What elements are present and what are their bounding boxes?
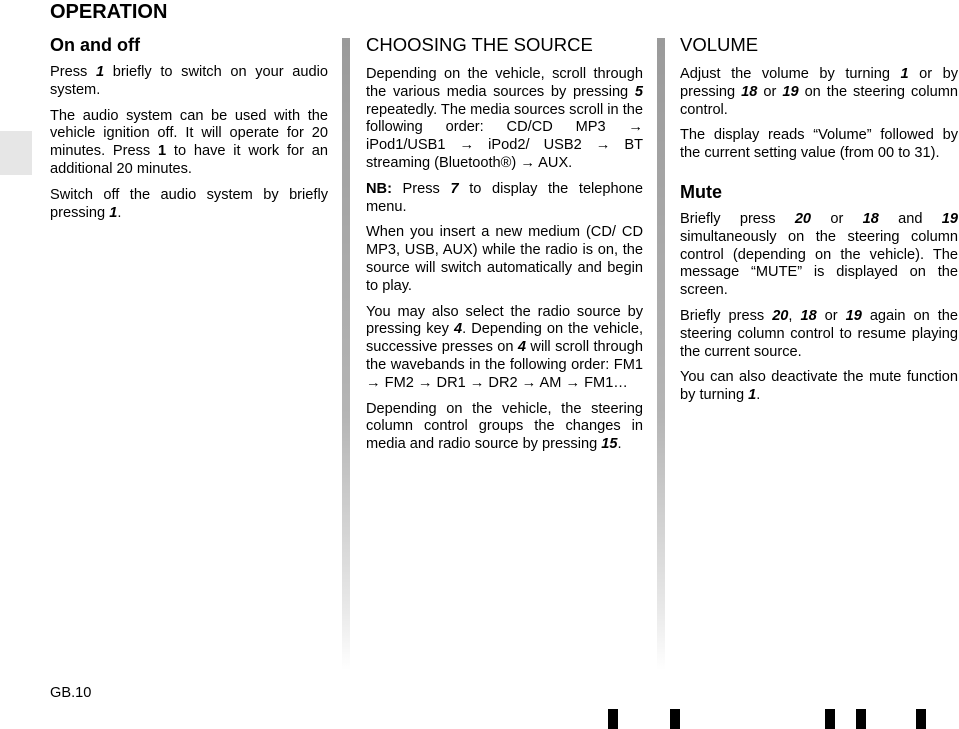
para-resume: Briefly press 20, 18 or 19 again on the steering column control to resume playing the current source. xyxy=(680,307,958,360)
para-deactivate-mute: You can also deactivate the mute function by turning 1. xyxy=(680,369,958,404)
para-insert-medium: When you insert a new medium (CD/ CD MP3, USB, AUX) while the radio is on, the source will switch automatically and begin to play. xyxy=(366,224,643,294)
column-divider xyxy=(342,38,350,670)
para-scroll-sources: Depending on the vehicle, scroll through the various media sources by pressing 5 repeatedly. The media sources scroll in the following order: CD/CD MP3 → iPod1/USB1 → iPod2/ USB2 → BT streaming (Bluetooth®) → AUX. xyxy=(366,66,643,171)
print-mark xyxy=(608,709,618,729)
side-tab-marker xyxy=(0,131,32,175)
page-number: GB.10 xyxy=(50,685,92,701)
para-switch-on: Press 1 briefly to switch on your audio system. xyxy=(50,64,328,98)
para-ignition-off: The audio system can be used with the vehicle ignition off. It will operate for 20 minutes. Press 1 to have it work for an additional 20 minutes. xyxy=(50,107,328,177)
section-title: OPERATION xyxy=(50,1,168,23)
para-radio-source: You may also select the radio source by pressing key 4. Depending on the vehicle, successive presses on 4 will scroll through the wavebands in the following order: FM1 → FM2 → DR1 → DR2 → AM → FM1… xyxy=(366,303,644,391)
print-mark xyxy=(825,709,835,729)
heading-on-off: On and off xyxy=(50,35,140,55)
para-display-reads: The display reads “Volume” followed by the current setting value (from 00 to 31). xyxy=(680,127,958,162)
print-marks xyxy=(0,707,959,729)
print-mark xyxy=(856,709,866,729)
para-steering-control: Depending on the vehicle, the steering column control groups the changes in media and radio source by pressing 15. xyxy=(366,400,643,453)
heading-mute: Mute xyxy=(680,181,722,202)
print-mark xyxy=(916,709,926,729)
print-mark xyxy=(670,709,680,729)
para-switch-off: Switch off the audio system by briefly pressing 1. xyxy=(50,186,328,221)
para-adjust-volume: Adjust the volume by turning 1 or by pressing 18 or 19 on the steering column control. xyxy=(680,66,959,118)
para-nb-telephone: NB: Press 7 to display the telephone menu. xyxy=(366,180,643,215)
heading-choosing-source: CHOOSING THE SOURCE xyxy=(366,34,593,55)
column-on-off xyxy=(50,34,328,230)
column-divider xyxy=(657,38,665,670)
para-mute-press: Briefly press 20 or 18 and 19 simultaneously on the steering column control (depending on the vehicle). The message “MUTE” is displayed on the screen. xyxy=(680,210,958,299)
column-volume xyxy=(680,34,958,413)
heading-volume: VOLUME xyxy=(680,34,759,55)
column-choosing-source xyxy=(366,34,643,462)
